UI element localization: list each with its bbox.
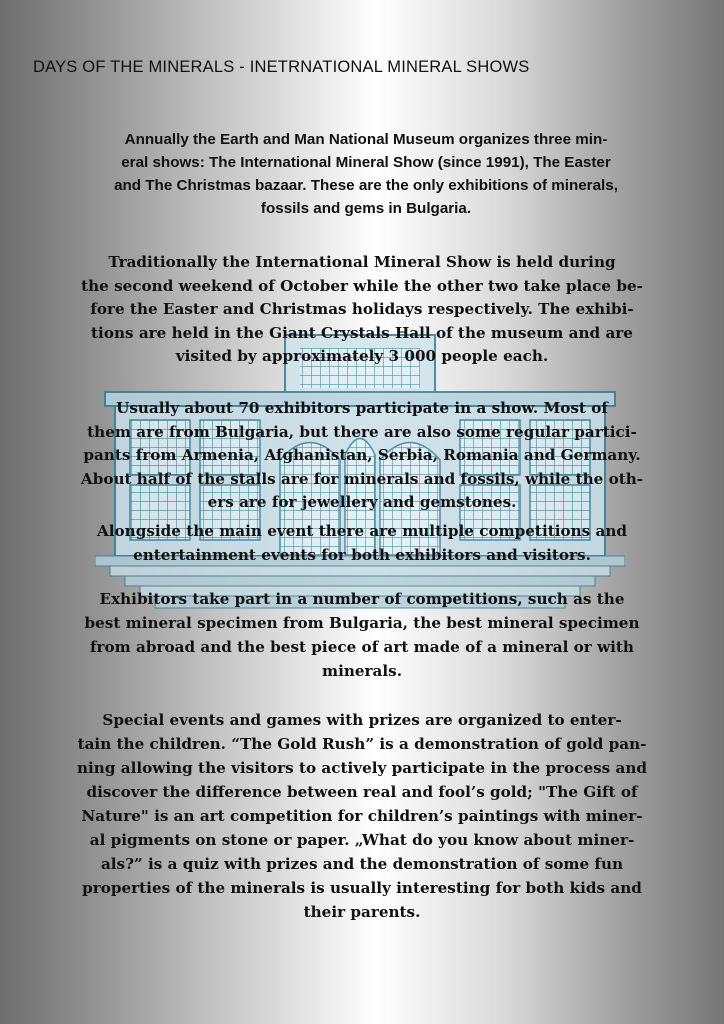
paragraph-line: Alongside the main event there are multiple competitions and	[96, 522, 628, 540]
paragraph-line: eral shows: The International Mineral Show (since 1991), The Easter	[121, 154, 611, 171]
paragraph-line: visited by approximately 3 000 people each.	[175, 347, 549, 365]
paragraph-3	[22, 397, 702, 515]
paragraph-line: the second weekend of October while the other two take place be-	[81, 276, 643, 295]
paragraph-line: Exhibitors take part in a number of competitions, such as the	[99, 590, 625, 608]
paragraph-line: tions are held in the Giant Crystals Hall of the museum and are	[91, 323, 633, 342]
paragraph-line: als?” is a quiz with prizes and the demonstration of some fun	[100, 855, 624, 873]
paragraph-line: Nature" is an art competition for children’s paintings with miner-	[81, 807, 643, 825]
paragraph-line: About half of the stalls are for minerals and fossils, while the oth-	[80, 469, 644, 488]
paragraph-line: fore the Easter and Christmas holidays respectively. The exhibi-	[90, 300, 634, 318]
paragraph-line: discover the difference between real and fool’s gold; "The Gift of	[86, 783, 638, 801]
paragraph-line: Annually the Earth and Man National Museum organizes three min-	[124, 131, 608, 148]
paragraph-line: their parents.	[303, 903, 421, 921]
page-title: DAYS OF THE MINERALS - INETRNATIONAL MINERAL SHOWS	[33, 58, 530, 76]
paragraph-line: and The Christmas bazaar. These are the only exhibitions of minerals,	[114, 177, 618, 194]
paragraph-line: ning allowing the visitors to actively participate in the process and	[77, 759, 647, 777]
paragraph-6	[22, 708, 702, 924]
paragraph-line: al pigments on stone or paper. „What do you know about miner-	[89, 831, 635, 849]
paragraph-line: tain the children. “The Gold Rush” is a demonstration of gold pan-	[77, 735, 647, 753]
paragraph-1	[28, 128, 704, 220]
paragraph-line: fossils and gems in Bulgaria.	[260, 200, 472, 217]
paragraph-line: ers are for jewellery and gemstones.	[207, 493, 517, 511]
paragraph-line: pants from Armenia, Afghanistan, Serbia, Romania and Germany.	[83, 446, 641, 464]
paragraph-2	[22, 251, 702, 369]
paragraph-line: from abroad and the best piece of art made of a mineral or with	[90, 638, 634, 656]
paragraph-line: properties of the minerals is usually interesting for both kids and	[82, 879, 642, 897]
paragraph-line: minerals.	[322, 662, 402, 680]
paragraph-line: Special events and games with prizes are organized to enter-	[102, 711, 622, 729]
paragraph-line: best mineral specimen from Bulgaria, the best mineral specimen	[84, 614, 640, 632]
paragraph-4	[22, 520, 702, 567]
paragraph-line: Traditionally the International Mineral Show is held during	[108, 253, 616, 271]
paragraph-5	[22, 587, 702, 683]
paragraph-line: them are from Bulgaria, but there are also some regular partici-	[87, 422, 637, 441]
paragraph-line: Usually about 70 exhibitors participate in a show. Most of	[116, 399, 608, 417]
paragraph-line: entertainment events for both exhibitors and visitors.	[133, 545, 591, 564]
